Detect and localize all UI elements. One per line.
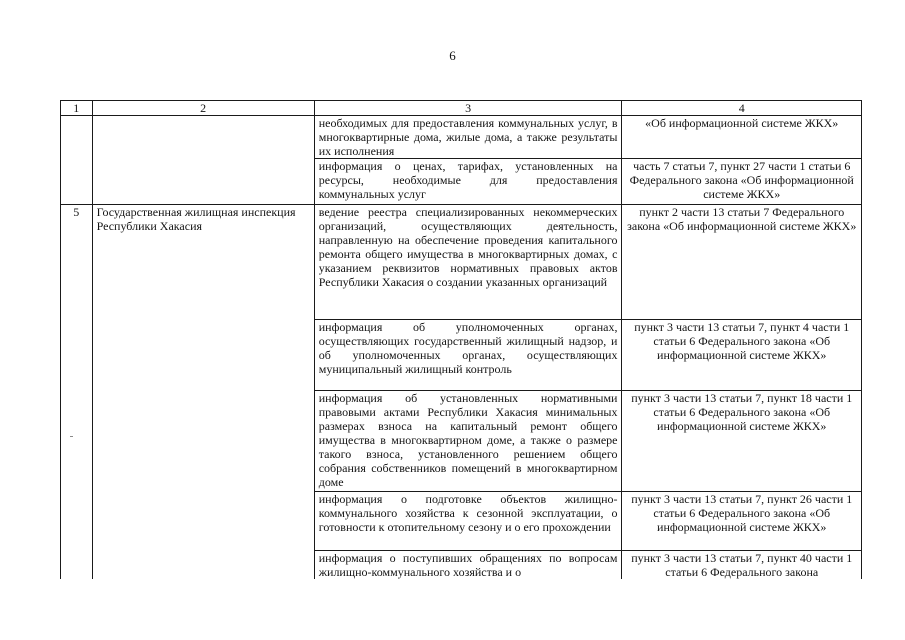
row-number-cell: 5 xyxy=(61,205,93,580)
document-table xyxy=(60,100,862,579)
table-row xyxy=(61,205,862,320)
info-cell: информация об установленных нормативными правовыми актами Республики Хакасия минимальных размерах взноса на капитальный ремонт общего имущества в многоквартирном доме, а также о размере такого взноса, установленного решением общего собрания собственников помещений в многоквартирном доме xyxy=(314,391,622,492)
table-header-row xyxy=(61,101,862,116)
column-header-2: 2 xyxy=(92,101,314,116)
legal-basis-cell: пункт 3 части 13 статьи 7, пункт 26 части 1 статьи 6 Федерального закона «Об информационной системе ЖКХ» xyxy=(622,492,862,551)
legal-basis-cell: пункт 3 части 13 статьи 7, пункт 18 части 1 статьи 6 Федерального закона «Об информационной системе ЖКХ» xyxy=(622,391,862,492)
legal-basis-cell: пункт 3 части 13 статьи 7, пункт 4 части 1 статьи 6 Федерального закона «Об информационной системе ЖКХ» xyxy=(622,320,862,391)
info-cell: информация об уполномоченных органах, осуществляющих государственный жилищный надзор, и об уполномоченных органах, осуществляющих муниципальный жилищный контроль xyxy=(314,320,622,391)
column-header-4: 4 xyxy=(622,101,862,116)
page-number: 6 xyxy=(449,48,456,63)
info-cell: ведение реестра специализированных некоммерческих организаций, осуществляющих деятельность, направленную на обеспечение проведения капитального ремонта общего имущества в многоквартирных домах, с указанием реквизитов нормативных правовых актов Республики Хакасия о создании указанных организаций xyxy=(314,205,622,320)
column-header-3: 3 xyxy=(314,101,622,116)
info-cell: информация о подготовке объектов жилищно-коммунального хозяйства к сезонной эксплуатации, о готовности к отопительному сезону и о его прохождении xyxy=(314,492,622,551)
authority-cell xyxy=(92,116,314,205)
info-cell: информация о ценах, тарифах, установленных на ресурсы, необходимые для предоставления коммунальных услуг xyxy=(314,159,622,205)
row-number-cell xyxy=(61,116,93,205)
info-cell: необходимых для предоставления коммунальных услуг, в многоквартирные дома, жилые дома, а также результаты их исполнения xyxy=(314,116,622,159)
legal-basis-cell: часть 7 статьи 7, пункт 27 части 1 статьи 6 Федерального закона «Об информационной системе ЖКХ» xyxy=(622,159,862,205)
legal-basis-cell: «Об информационной системе ЖКХ» xyxy=(622,116,862,159)
info-cell: информация о поступивших обращениях по вопросам жилищно-коммунального хозяйства и о xyxy=(314,551,622,580)
column-header-1: 1 xyxy=(61,101,93,116)
table-row xyxy=(61,116,862,159)
legal-basis-cell: пункт 3 части 13 статьи 7, пункт 40 части 1 статьи 6 Федерального закона xyxy=(622,551,862,580)
legal-basis-cell: пункт 2 части 13 статьи 7 Федерального закона «Об информационной системе ЖКХ» xyxy=(622,205,862,320)
authority-cell: Государственная жилищная инспекция Республики Хакасия xyxy=(92,205,314,580)
